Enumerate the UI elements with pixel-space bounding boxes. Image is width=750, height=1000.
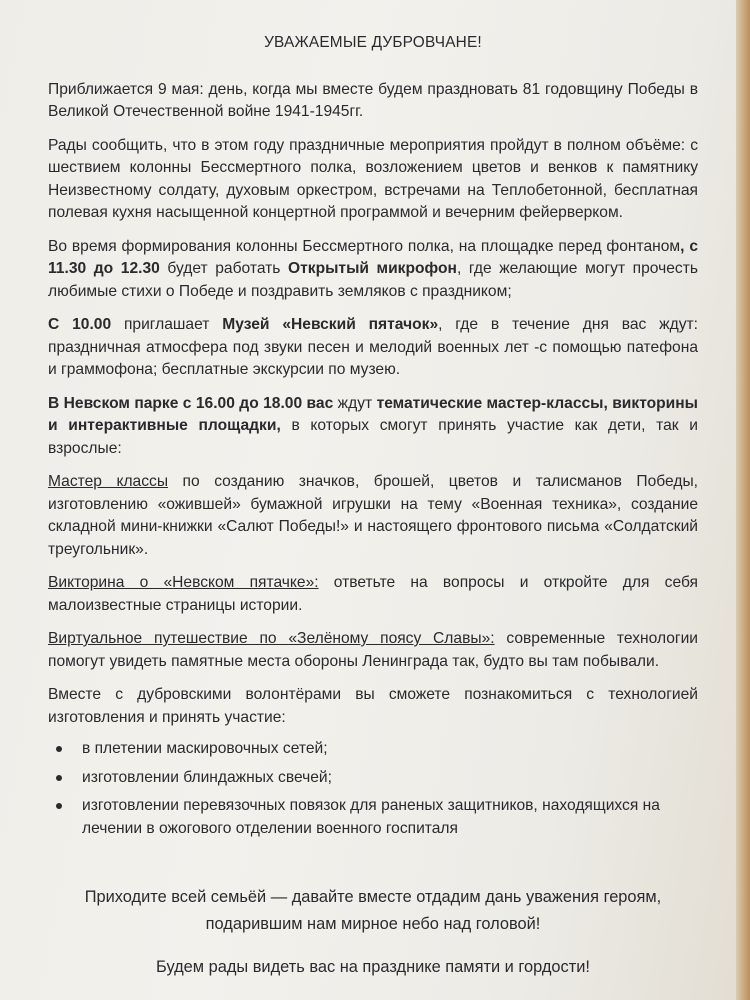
list-item: [48, 795, 698, 840]
masterclasses-paragraph: [48, 471, 698, 561]
intro-paragraph: Приближается 9 мая: день, когда мы вместе будем праздновать 81 годовщину Победы в Великой Отечественной войне 1941-1945гг.: [48, 80, 698, 120]
list-item: [48, 767, 698, 790]
virtual-tour-paragraph: [48, 628, 698, 673]
list-item-text: изготовлении перевязочных повязок для раненых защитников, находящихся на лечении в ожогового отделении военного госпиталя: [82, 797, 660, 837]
closing-line-2: подарившим нам мирное небо над головой!: [205, 915, 541, 933]
park-lead: В Невском парке с 16.00 до 18.00 вас: [48, 394, 334, 412]
masterclasses-label: Мастер классы: [48, 473, 169, 490]
quiz-paragraph: [48, 572, 698, 617]
paper-edge: [736, 0, 750, 1000]
open-mic-time: , с 11.30 до 12.30: [48, 237, 698, 277]
events-paragraph: Рады сообщить, что в этом году праздничные мероприятия пройдут в полном объёме: с шествием колонны Бессмертного полка, возложением цветов и венков к памятнику Неизвестному солдату, духовым оркестром, встречами на Теплобетонной, бесплатная полевая кухня насыщенной концертной программой и вечерним фейерверком.: [48, 136, 698, 221]
closing-invitation: [48, 884, 698, 938]
announcement-document: [48, 18, 698, 979]
bullet-icon: [56, 803, 62, 809]
closing-line-3: Будем рады видеть вас на празднике памяти и гордости!: [156, 958, 590, 976]
virtual-tour-text: современные технологии помогут увидеть памятные места обороны Ленинграда так, будто вы там побывали.: [48, 630, 699, 670]
museum-text-2: , где в течение дня вас ждут: праздничная атмосфера под звуки песен и мелодий военных лет -с помощью патефона и граммофона; бесплатные экскурсии по музею.: [48, 316, 698, 378]
list-item-text: изготовлении блиндажных свечей;: [82, 768, 332, 786]
quiz-label: Викторина о «Невском пятачке»:: [48, 574, 319, 591]
open-mic-name: Открытый микрофон: [288, 260, 457, 277]
quiz-text: ответьте на вопросы и откройте для себя малоизвестные страницы истории.: [48, 574, 698, 614]
bullet-icon: [56, 746, 62, 752]
volunteers-paragraph: Вместе с дубровскими волонтёрами вы сможете познакомиться с технологией изготовления и принять участие:: [48, 686, 698, 726]
museum-name: Музей «Невский пятачок»: [222, 316, 439, 333]
park-paragraph: [48, 393, 698, 461]
open-mic-text-3: , где желающие могут прочесть любимые стихи о Победе и поздравить земляков с праздником;: [48, 260, 698, 300]
museum-paragraph: [48, 314, 698, 382]
park-text-2: в которых смогут принять участие как дети, так и взрослые:: [48, 417, 698, 457]
list-item-text: в плетении маскировочных сетей;: [82, 740, 328, 757]
open-mic-text-1: Во время формирования колонны Бессмертного полка, на площадке перед фонтаном: [48, 237, 681, 255]
virtual-tour-label: Виртуальное путешествие по «Зелёному поясу Славы»:: [48, 630, 495, 647]
masterclasses-text: по созданию значков, брошей, цветов и талисманов Победы, изготовлению «ожившей» бумажной игрушки на тему «Военная техника», создание складной мини-книжки «Салют Победы!» и настоящего фронтового письма «Солдатский треугольник».: [48, 473, 698, 558]
closing-line-1: Приходите всей семьёй — давайте вместе отдадим дань уважения героям,: [84, 888, 662, 906]
open-mic-paragraph: [48, 236, 698, 304]
museum-time: С 10.00: [48, 316, 112, 333]
museum-text-1: приглашает: [111, 316, 223, 333]
park-activities: тематические мастер-классы, викторины и интерактивные площадки,: [48, 394, 698, 434]
bullet-icon: [56, 775, 62, 781]
open-mic-text-2: будет работать: [159, 260, 289, 277]
list-item: [48, 738, 698, 761]
document-title: УВАЖАЕМЫЕ ДУБРОВЧАНЕ!: [264, 34, 482, 51]
activities-list: [48, 738, 698, 840]
park-text-1: ждут: [333, 394, 377, 412]
